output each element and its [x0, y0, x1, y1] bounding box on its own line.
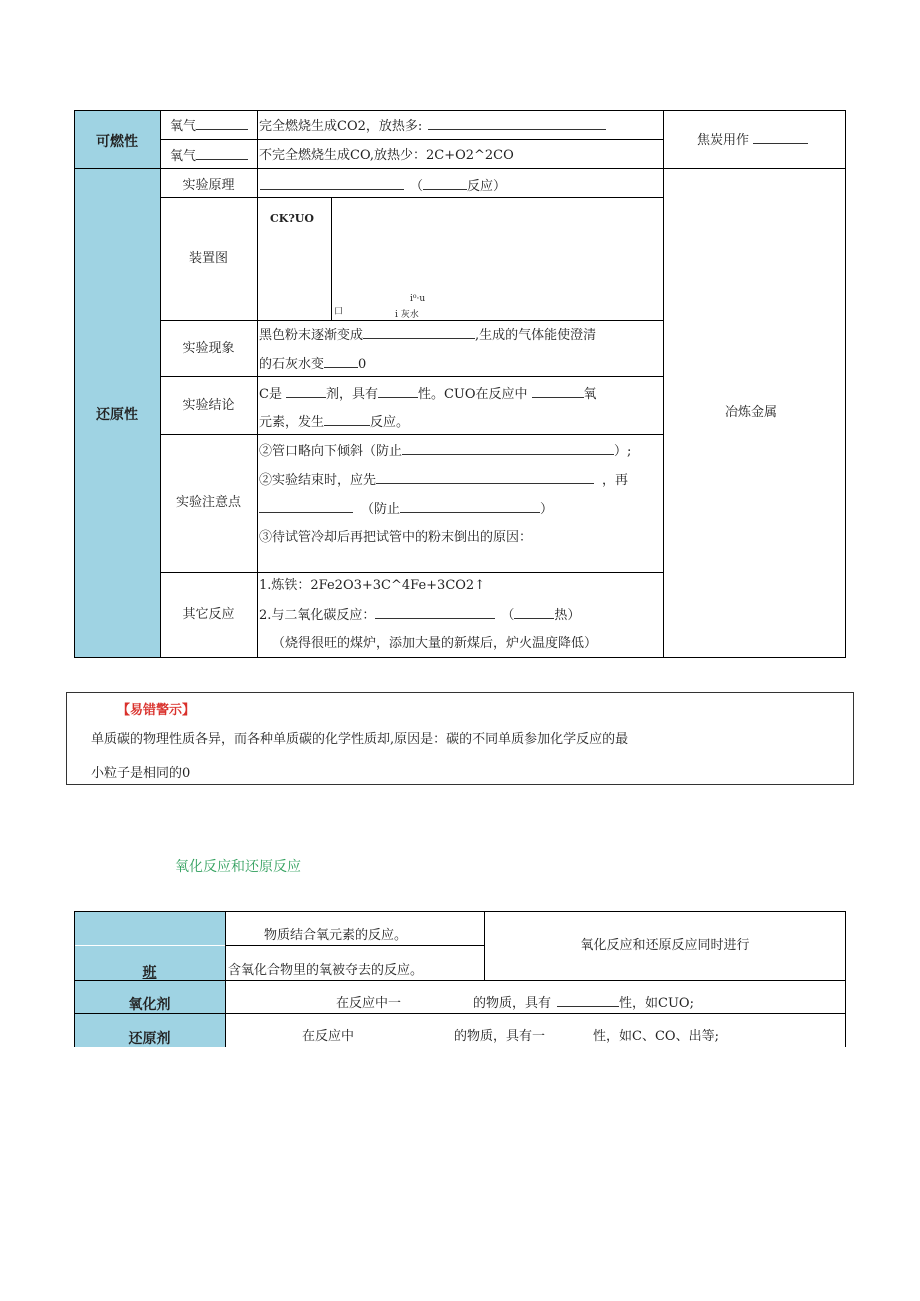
- reduction-definition: 含氧化合物里的氧被夺去的反应。: [228, 963, 424, 978]
- other-label: 其它反应: [182, 607, 235, 622]
- reductant-header: 还原剂: [128, 1031, 171, 1047]
- metal-smelting-use: 冶炼金属: [725, 405, 778, 420]
- combustion-header: 可燃性: [96, 134, 138, 150]
- phenomenon-line-2: 的石灰水变 0: [259, 357, 367, 372]
- simultaneous-note: 氧化反应和还原反应同时进行: [580, 938, 750, 953]
- warning-line-1: 单质碳的物理性质各异，而各种单质碳的化学性质却,原因是：碳的不同单质参加化学反应的最: [91, 732, 629, 747]
- apparatus-fig-small: i⁰·u: [410, 294, 426, 304]
- oxidation-definition: 物质结合氧元素的反应。: [264, 928, 408, 943]
- reduction-header: 还原性: [96, 407, 138, 423]
- notes-line-1: ②管口略向下倾斜（防止 ）;: [259, 444, 632, 459]
- oxidant-header: 氧化剂: [128, 997, 171, 1013]
- conclusion-line-2: 元素，发生 反应。: [259, 415, 410, 430]
- apparatus-fig-top: CK?UO: [270, 212, 314, 225]
- conclusion-label: 实验结论: [182, 398, 235, 413]
- apparatus-fig-bottom-left: 口: [334, 307, 344, 317]
- reductant-text: 在反应中 的物质，具有一 性，如C、CO、出等;: [302, 1029, 719, 1044]
- coke-use: 焦炭用作: [697, 131, 808, 150]
- combustion-row-2-text: 不完全燃烧生成CO,放热少：2C+O2^2CO: [259, 148, 514, 163]
- combustion-row-2-label: 氧气: [170, 147, 248, 166]
- notes-label: 实验注意点: [175, 495, 241, 510]
- notes-line-4: ③待试管冷却后再把试管中的粉末倒出的原因：: [259, 530, 533, 545]
- warning-title: 【易错警示】: [117, 703, 196, 718]
- oxidant-text: 在反应中一 的物质，具有 性，如CUO;: [336, 996, 694, 1011]
- phenomenon-line-1: 黑色粉末逐渐变成 ,生成的气体能使澄清: [259, 328, 597, 343]
- notes-line-3: （防止 ）: [259, 500, 553, 519]
- apparatus-label: 装置图: [188, 251, 228, 266]
- warning-line-2: 小粒子是相同的0: [91, 766, 191, 781]
- notes-line-2: ②实验结束时，应先 ，再: [259, 473, 629, 488]
- apparatus-figure: [258, 198, 344, 320]
- warning-box: [66, 692, 854, 785]
- row2-header: 班: [142, 965, 157, 981]
- combustion-row-1-label: 氧气: [170, 117, 248, 136]
- other-reaction-1: 1.炼铁：2Fe2O3+3C^4Fe+3CO2↑: [259, 578, 486, 593]
- other-reaction-2: 2.与二氧化碳反应： （ 热）: [259, 608, 581, 623]
- phenomenon-label: 实验现象: [182, 341, 235, 356]
- row1-header-cell: [74, 912, 225, 945]
- other-reaction-note: （烧得很旺的煤炉，添加大量的新煤后，炉火温度降低）: [272, 636, 598, 651]
- section-title: 氧化反应和还原反应: [175, 859, 301, 875]
- conclusion-line-1: C是 剂，具有 性。CUO在反应中 氧: [259, 387, 597, 402]
- apparatus-fig-bottom-right: i 灰水: [395, 310, 419, 320]
- principle-text: （ 反应）: [260, 177, 506, 196]
- combustion-row-1-text: 完全燃烧生成CO2，放热多:: [259, 117, 606, 136]
- principle-label: 实验原理: [182, 178, 235, 193]
